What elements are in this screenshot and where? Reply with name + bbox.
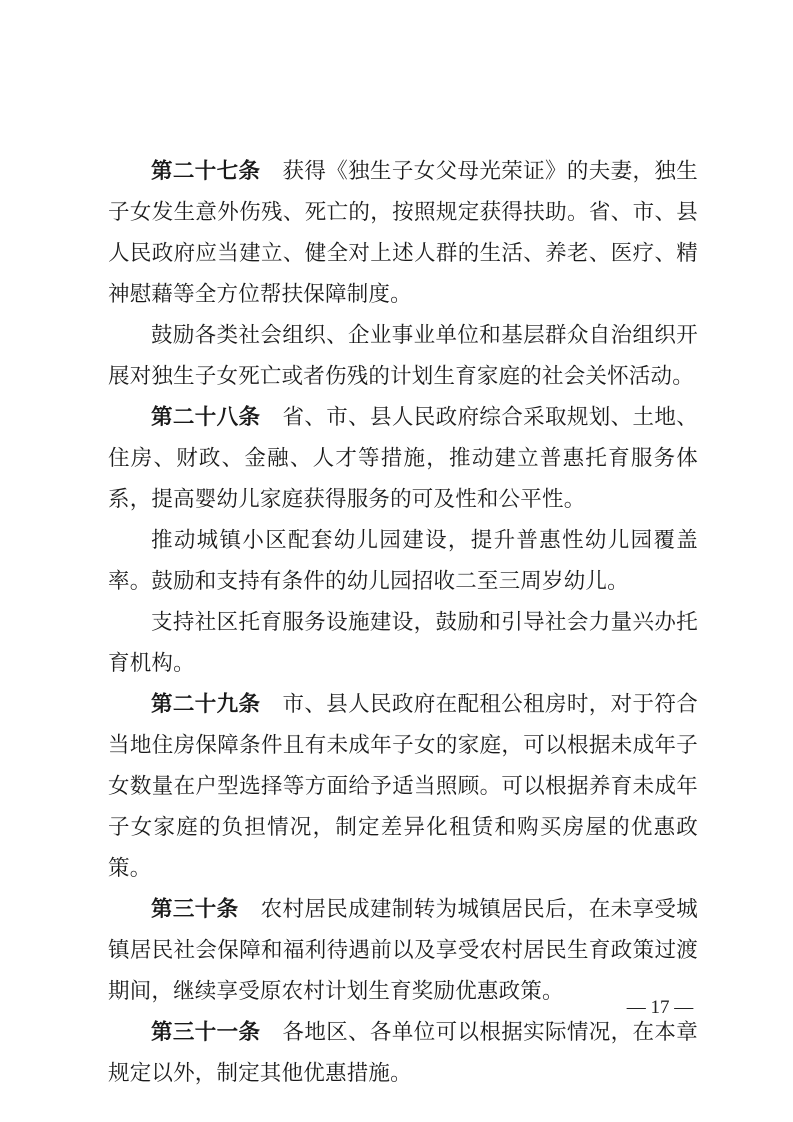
article-27-paragraph-2: 鼓励各类社会组织、企业事业单位和基层群众自治组织开展对独生子女死亡或者伤残的计划生育家庭的社会关怀活动。	[108, 323, 698, 389]
article-30-label: 第三十条	[151, 897, 239, 922]
article-30-paragraph-1	[108, 889, 698, 1012]
document-body	[108, 151, 698, 1094]
article-31-label: 第三十一条	[151, 1020, 261, 1045]
article-27-paragraph-1	[108, 151, 698, 315]
article-28-label: 第二十八条	[151, 405, 261, 430]
article-28-paragraph-1	[108, 397, 698, 520]
article-29-label: 第二十九条	[151, 692, 261, 717]
article-28-text-1: 省、市、县人民政府综合采取规划、土地、住房、财政、金融、人才等措施，推动建立普惠托育服务体系，提高婴幼儿家庭获得服务的可及性和公平性。	[108, 405, 698, 512]
article-31-text-1: 各地区、各单位可以根据实际情况，在本章规定以外，制定其他优惠措施。	[108, 1020, 698, 1086]
article-30-text-1: 农村居民成建制转为城镇居民后，在未享受城镇居民社会保障和福利待遇前以及享受农村居民生育政策过渡期间，继续享受原农村计划生育奖励优惠政策。	[108, 897, 698, 1004]
article-28-paragraph-2: 推动城镇小区配套幼儿园建设，提升普惠性幼儿园覆盖率。鼓励和支持有条件的幼儿园招收二至三周岁幼儿。	[108, 528, 698, 594]
article-27-label: 第二十七条	[151, 159, 261, 184]
article-29-text-1: 市、县人民政府在配租公租房时，对于符合当地住房保障条件且有未成年子女的家庭，可以根据未成年子女数量在户型选择等方面给予适当照顾。可以根据养育未成年子女家庭的负担情况，制定差异化租赁和购买房屋的优惠政策。	[108, 692, 698, 881]
article-27-text-1: 获得《独生子女父母光荣证》的夫妻，独生子女发生意外伤残、死亡的，按照规定获得扶助。省、市、县人民政府应当建立、健全对上述人群的生活、养老、医疗、精神慰藉等全方位帮扶保障制度。	[108, 159, 698, 307]
article-31-paragraph-1	[108, 1012, 698, 1094]
article-28-paragraph-3: 支持社区托育服务设施建设，鼓励和引导社会力量兴办托育机构。	[108, 610, 698, 676]
page-number: — 17 —	[626, 997, 694, 1018]
article-29-paragraph-1	[108, 684, 698, 889]
